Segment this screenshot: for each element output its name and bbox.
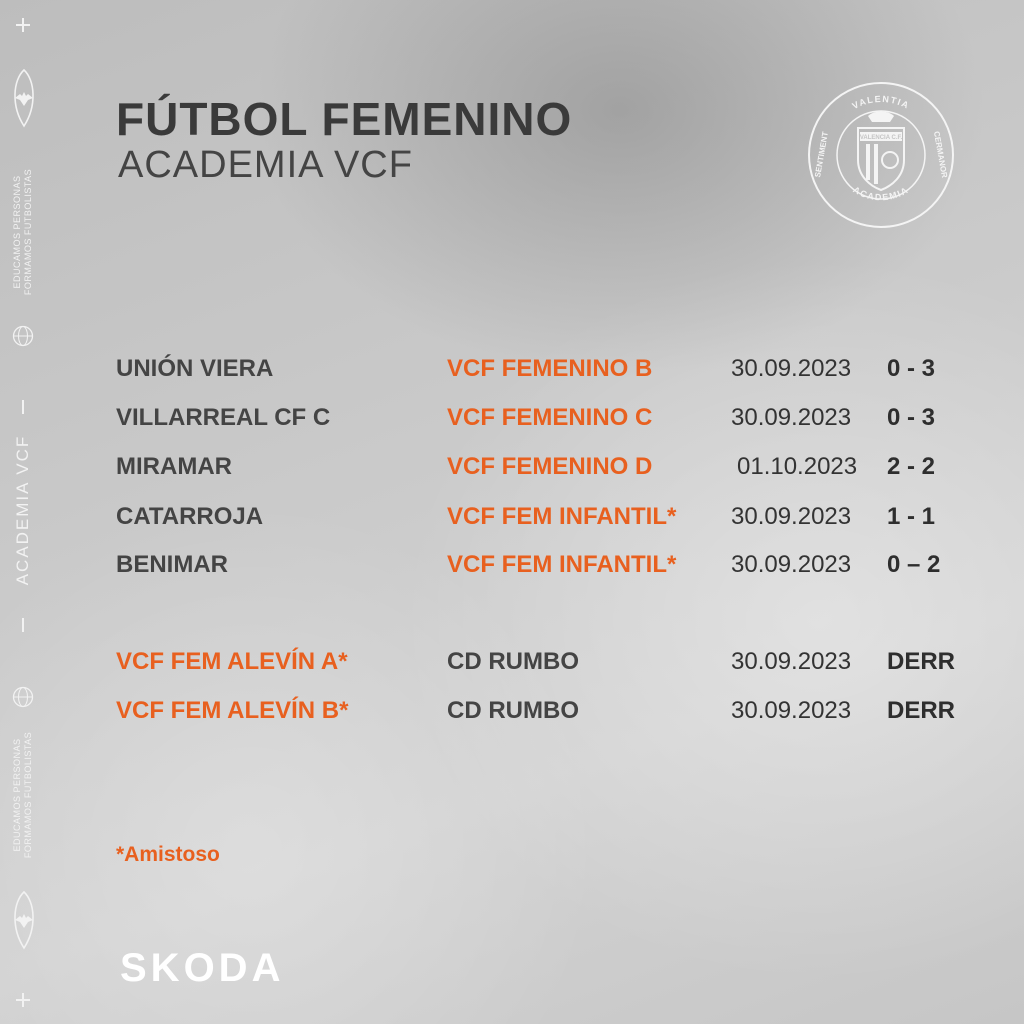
crest-ring-top: VALENTIA	[850, 93, 912, 112]
match-score: DERR	[887, 697, 956, 724]
home-team: CATARROJA	[116, 503, 264, 530]
match-date: 30.09.2023	[731, 404, 852, 431]
match-score: 1 - 1	[887, 503, 936, 530]
plus-mark	[16, 18, 30, 32]
away-team: VCF FEM INFANTIL*	[447, 503, 677, 530]
match-date: 30.09.2023	[731, 551, 852, 578]
match-score: 0 - 3	[887, 355, 936, 382]
home-team: MIRAMAR	[116, 453, 232, 480]
match-date: 30.09.2023	[731, 697, 852, 724]
match-date: 01.10.2023	[737, 453, 858, 480]
home-team: UNIÓN VIERA	[116, 355, 274, 382]
away-team: CD RUMBO	[447, 648, 579, 675]
result-row	[0, 648, 1024, 684]
result-row	[0, 551, 1024, 587]
page-subtitle: ACADEMIA VCF	[118, 144, 413, 186]
svg-text:VALENTIA	[850, 94, 911, 111]
away-team: VCF FEMENINO C	[447, 404, 653, 431]
away-team: CD RUMBO	[447, 697, 579, 724]
crest-banner: VALENCIA C.F.	[859, 135, 903, 141]
footnote: *Amistoso	[116, 843, 220, 866]
away-team: VCF FEM INFANTIL*	[447, 551, 677, 578]
plus-mark	[16, 993, 30, 1007]
bat-logo-icon	[5, 66, 43, 130]
sidebar-tagline: EDUCAMOS PERSONAS FORMAMOS FUTBOLISTAS	[12, 168, 33, 296]
crest-ring-bottom: ACADEMIA	[851, 184, 911, 203]
result-row	[0, 503, 1024, 539]
page-title: FÚTBOL FEMENINO	[116, 93, 573, 145]
sidebar-label: ACADEMIA VCF	[13, 434, 32, 586]
globe-icon	[12, 325, 34, 347]
sponsor-name: SKODA	[120, 946, 285, 989]
result-row	[0, 697, 1024, 733]
match-date: 30.09.2023	[731, 648, 852, 675]
home-team: VCF FEM ALEVÍN A*	[116, 648, 348, 675]
away-team: VCF FEMENINO D	[447, 453, 653, 480]
result-row	[0, 453, 1024, 489]
result-row	[0, 355, 1024, 391]
academia-crest-logo	[806, 80, 956, 230]
away-team: VCF FEMENINO B	[447, 355, 653, 382]
sponsor-logo	[120, 945, 350, 989]
match-date: 30.09.2023	[731, 503, 852, 530]
match-score: 0 – 2	[887, 551, 941, 578]
result-row	[0, 404, 1024, 440]
match-score: 0 - 3	[887, 404, 936, 431]
match-date: 30.09.2023	[731, 355, 852, 382]
tick-mark	[22, 618, 24, 632]
crest-ring-right: CERMANOR	[931, 130, 949, 179]
bat-logo-icon	[5, 888, 43, 952]
svg-text:ACADEMIA	[851, 184, 910, 202]
home-team: VILLARREAL CF C	[116, 404, 331, 431]
match-score: DERR	[887, 648, 956, 675]
home-team: VCF FEM ALEVÍN B*	[116, 697, 349, 724]
crest-ring-left: SENTIMENT	[813, 131, 830, 179]
home-team: BENIMAR	[116, 551, 228, 578]
sidebar-tagline: EDUCAMOS PERSONAS FORMAMOS FUTBOLISTAS	[12, 731, 33, 859]
match-score: 2 - 2	[887, 453, 936, 480]
